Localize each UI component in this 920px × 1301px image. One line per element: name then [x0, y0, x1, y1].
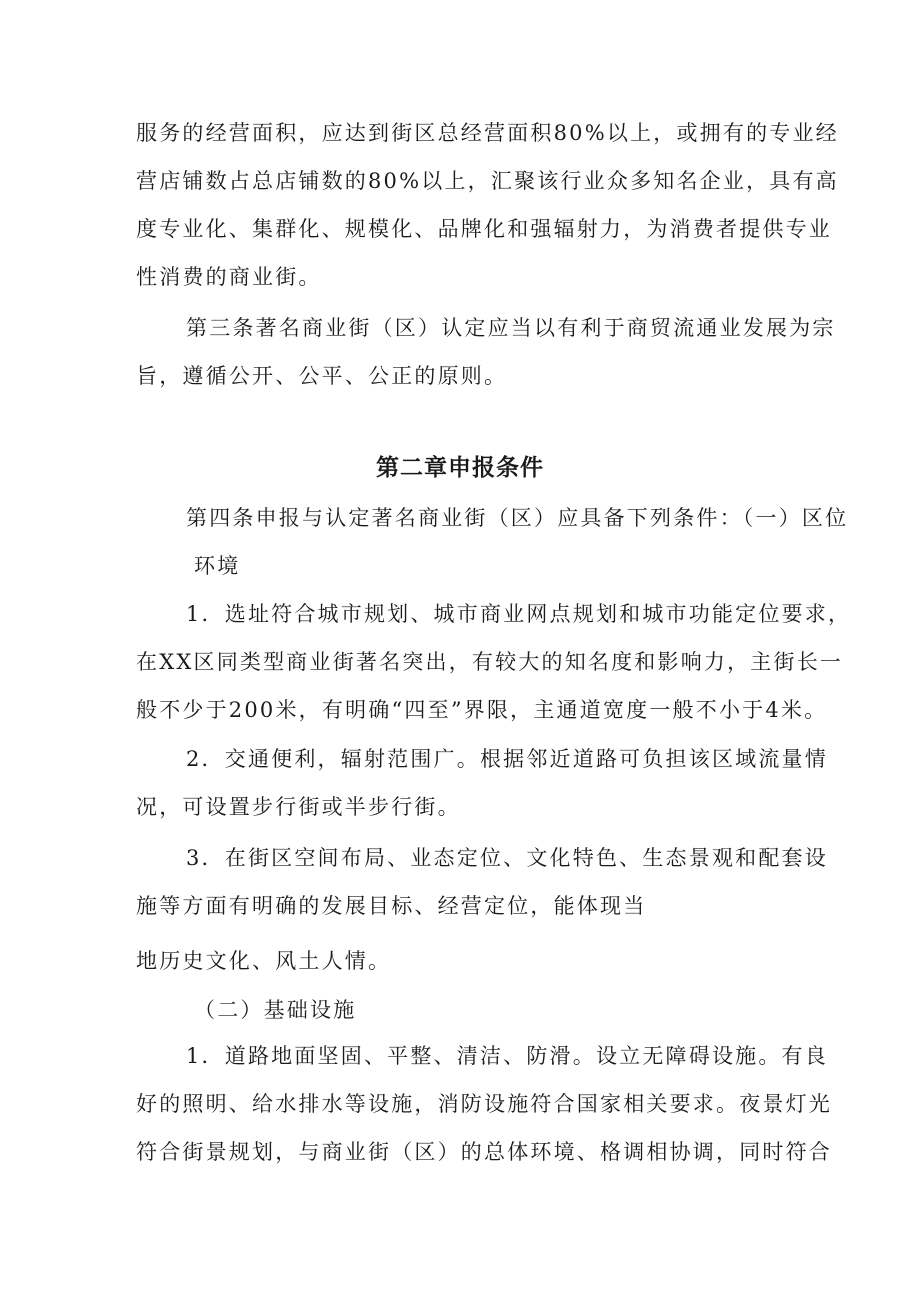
item-2-line: 况，可设置步行街或半步行街。	[136, 795, 461, 819]
item-3-line: 地历史文化、风土人情。	[136, 949, 392, 973]
item-3-line: 3．在街区空间布局、业态定位、文化特色、生态景观和配套设	[186, 846, 828, 870]
article-4-line: 环境	[194, 554, 241, 578]
paragraph-line: 营店铺数占总店铺数的80%以上，汇聚该行业众多知名企业，具有高	[136, 169, 839, 193]
item-1-line: 般不少于200米，有明确“四至”界限，主通道宽度一般不小于4米。	[136, 698, 828, 722]
item-2-line: 2．交通便利，辐射范围广。根据邻近道路可负担该区域流量情	[186, 747, 828, 771]
article-3-line: 第三条著名商业街（区）认定应当以有利于商贸流通业发展为宗	[186, 316, 836, 340]
paragraph-line: 性消费的商业街。	[136, 265, 322, 289]
paragraph-line: 度专业化、集群化、规模化、品牌化和强辐射力，为消费者提供专业	[136, 217, 832, 241]
article-3-line: 旨，遵循公开、公平、公正的原则。	[136, 364, 508, 388]
paragraph-line: 服务的经营面积，应达到街区总经营面积80%以上，或拥有的专业经	[136, 121, 839, 145]
item-1-line: 在XX区同类型商业街著名突出，有较大的知名度和影响力，主街长一	[136, 650, 844, 674]
infra-item-1-line: 好的照明、给水排水等设施，消防设施符合国家相关要求。夜景灯光	[136, 1092, 832, 1116]
item-3-line: 施等方面有明确的发展目标、经营定位，能体现当	[136, 894, 647, 918]
article-4-line: 第四条申报与认定著名商业街（区）应具备下列条件：（一）区位	[186, 506, 849, 530]
subsection-heading: （二）基础设施	[194, 998, 357, 1022]
item-1-line: 1．选址符合城市规划、城市商业网点规划和城市功能定位要求，	[186, 602, 852, 626]
infra-item-1-line: 符合街景规划，与商业街（区）的总体环境、格调相协调，同时符合	[136, 1140, 832, 1164]
infra-item-1-line: 1．道路地面坚固、平整、清洁、防滑。设立无障碍设施。有良	[186, 1044, 828, 1068]
chapter-heading: 第二章申报条件	[376, 455, 544, 481]
